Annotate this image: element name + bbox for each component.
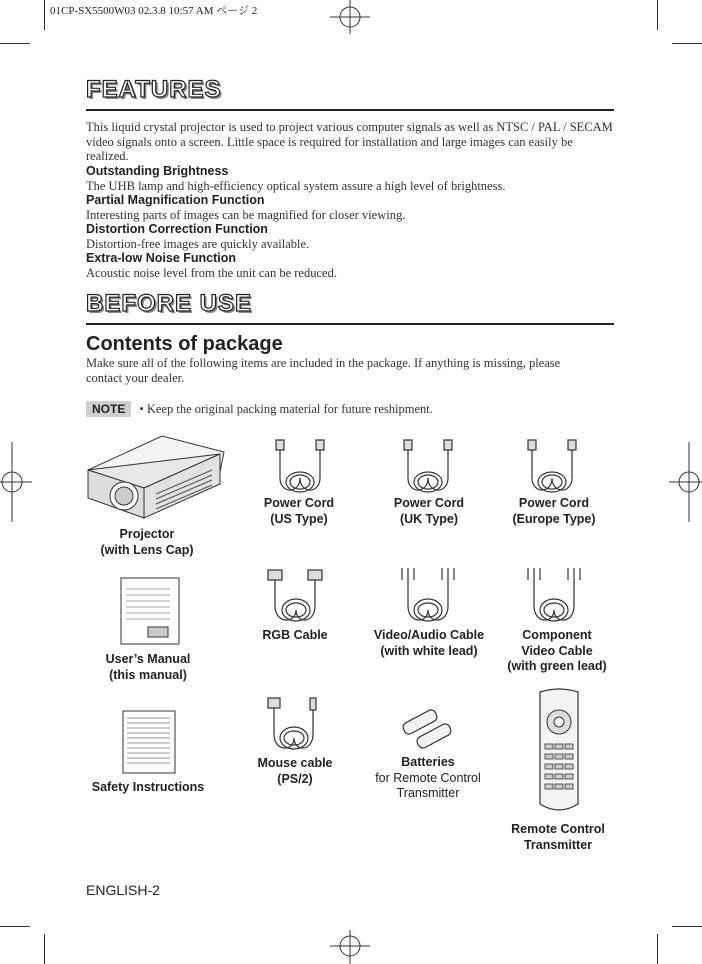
projector-caption bbox=[86, 527, 208, 558]
safety-sheet-illustration bbox=[122, 710, 178, 776]
page-number: ENGLISH-2 bbox=[86, 882, 160, 898]
video-audio-cable-illustration bbox=[396, 566, 462, 626]
mouse-cable-illustration bbox=[264, 694, 324, 754]
power-cord-uk-illustration bbox=[400, 438, 460, 496]
caption-line: Mouse cable bbox=[257, 756, 333, 770]
caption-line: Remote Control bbox=[511, 822, 605, 836]
remote-control-illustration bbox=[536, 686, 582, 818]
caption-line: (with Lens Cap) bbox=[100, 542, 194, 557]
manual-illustration bbox=[120, 577, 182, 647]
features-intro: This liquid crystal projector is used to project various computer signals as well as NTSC / PAL / SECAM video signals onto a screen. Little space is required for installation and large images can easily be realized. bbox=[86, 120, 613, 163]
batteries-caption bbox=[362, 755, 494, 802]
contents-intro: Make sure all of the following items are included in the package. If anything is missing, please contact your dealer. bbox=[86, 356, 561, 385]
caption-line: Safety Instructions bbox=[91, 780, 205, 794]
caption-line: User’s Manual bbox=[105, 652, 191, 666]
contents-subtitle: Contents of package bbox=[86, 333, 283, 355]
note-badge: NOTE bbox=[86, 401, 131, 417]
note-row bbox=[86, 400, 433, 418]
caption-line: (PS/2) bbox=[277, 771, 313, 786]
feature-heading: Distortion Correction Function bbox=[86, 222, 268, 236]
caption-line: (US Type) bbox=[270, 511, 328, 526]
caption-line: Component bbox=[522, 628, 592, 642]
note-text: • Keep the original packing material for future reshipment. bbox=[139, 402, 433, 416]
component-cable-illustration bbox=[522, 566, 588, 626]
caption-line: for Remote Control bbox=[375, 770, 481, 785]
caption-line: Transmitter bbox=[523, 837, 593, 852]
rgb-cable-illustration bbox=[266, 566, 326, 626]
projector-illustration bbox=[84, 432, 226, 522]
component-caption bbox=[498, 628, 616, 675]
manual-caption bbox=[96, 652, 200, 683]
features-rule bbox=[86, 109, 614, 111]
caption-line: (Europe Type) bbox=[512, 511, 596, 526]
caption-line: (this manual) bbox=[109, 667, 187, 682]
caption-line: Power Cord bbox=[518, 496, 590, 510]
print-header: 01CP-SX5500W03 02.3.8 10:57 AM ページ 2 bbox=[50, 5, 258, 17]
feature-text: The UHB lamp and high-efficiency optical system assure a high level of brightness. bbox=[86, 178, 506, 193]
before-use-title: BEFORE USE bbox=[86, 290, 253, 317]
caption-line: (with white lead) bbox=[380, 643, 478, 658]
caption-line: (with green lead) bbox=[507, 659, 607, 673]
caption-line: Power Cord bbox=[393, 496, 465, 510]
feature-heading: Extra-low Noise Function bbox=[86, 251, 237, 265]
remote-caption bbox=[500, 822, 616, 853]
video-audio-caption bbox=[366, 628, 492, 659]
feature-text: Distortion-free images are quickly available. bbox=[86, 236, 310, 251]
caption-line: RGB Cable bbox=[262, 628, 328, 642]
feature-heading: Outstanding Brightness bbox=[86, 164, 229, 178]
caption-line: Video/Audio Cable bbox=[373, 628, 485, 642]
feature-text: Acoustic noise level from the unit can be reduced. bbox=[86, 265, 337, 280]
feature-heading: Partial Magnification Function bbox=[86, 193, 265, 207]
before-use-rule bbox=[86, 323, 614, 325]
power-uk-caption bbox=[378, 496, 480, 527]
power-us-caption bbox=[248, 496, 350, 527]
rgb-caption bbox=[250, 628, 340, 644]
features-list bbox=[86, 164, 614, 280]
caption-line: (UK Type) bbox=[399, 511, 459, 526]
safety-caption bbox=[82, 780, 214, 796]
mouse-caption bbox=[248, 756, 342, 787]
caption-line: Power Cord bbox=[263, 496, 335, 510]
caption-line: Transmitter bbox=[396, 786, 460, 800]
caption-line: Projector bbox=[119, 527, 175, 541]
features-title: FEATURES bbox=[86, 76, 222, 103]
power-eu-caption bbox=[502, 496, 606, 527]
power-cord-us-illustration bbox=[272, 438, 332, 496]
feature-text: Interesting parts of images can be magnified for closer viewing. bbox=[86, 207, 406, 222]
caption-line: Batteries bbox=[401, 755, 455, 769]
power-cord-eu-illustration bbox=[524, 438, 584, 496]
caption-line: Video Cable bbox=[521, 643, 593, 658]
batteries-illustration bbox=[398, 706, 460, 750]
